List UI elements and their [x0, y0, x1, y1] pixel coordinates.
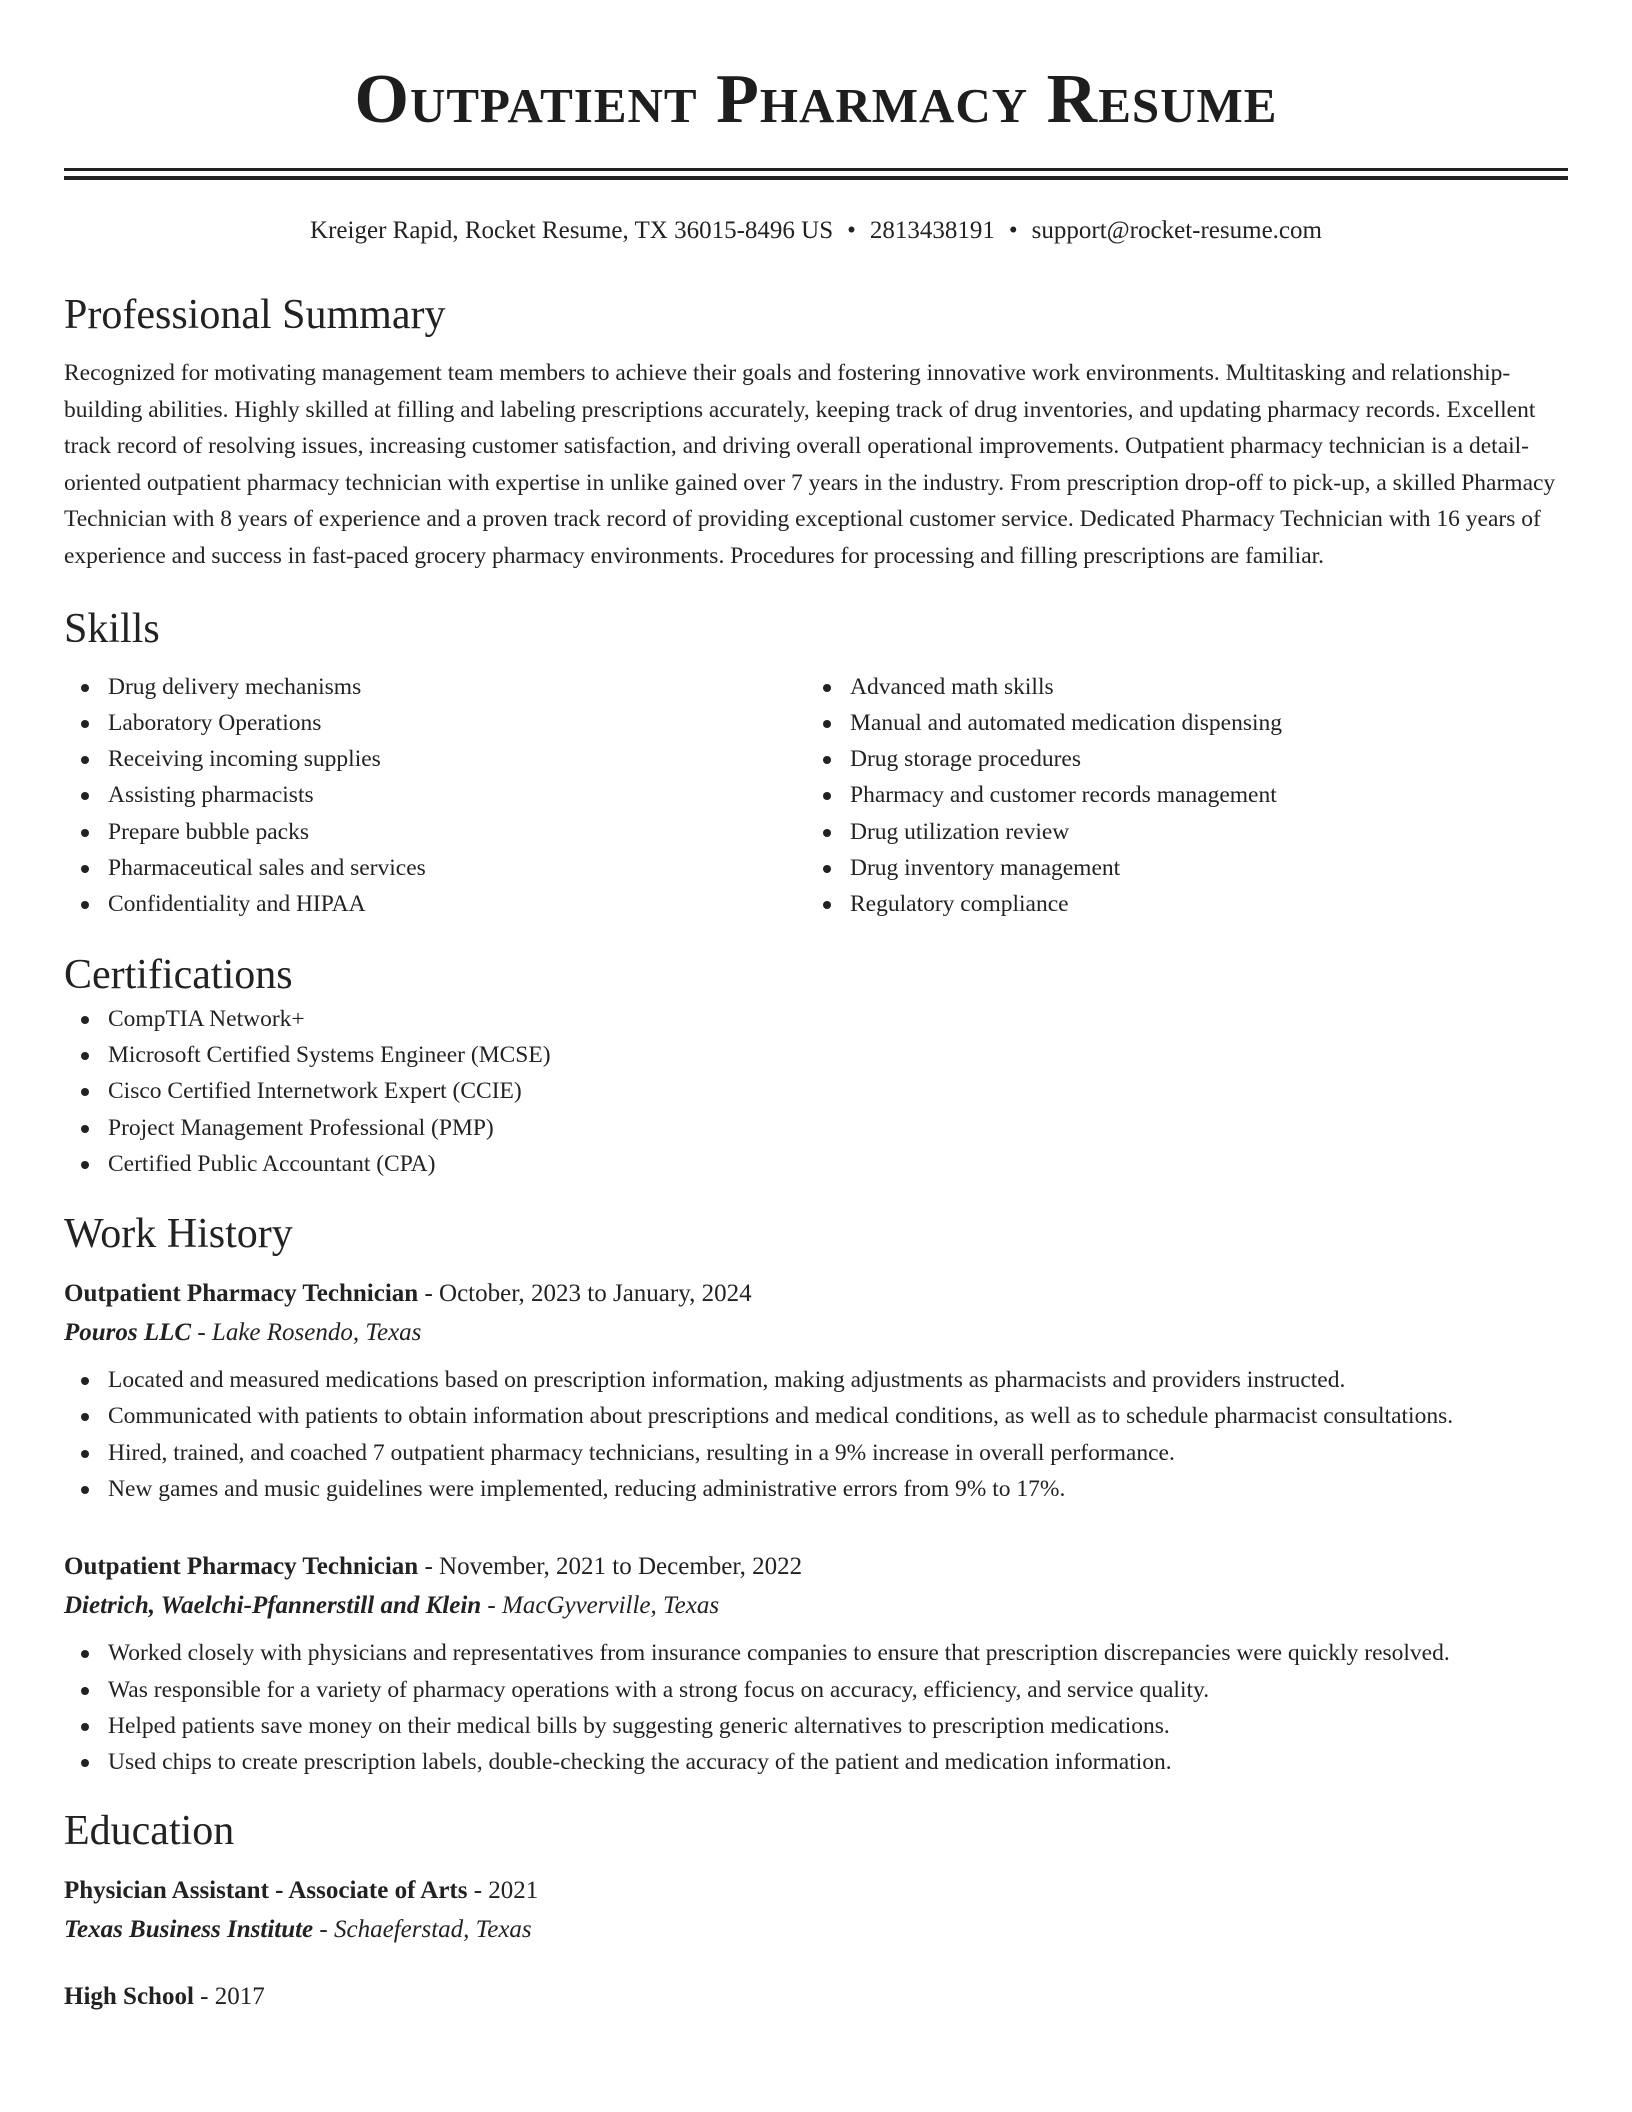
education-year: - 2021 — [467, 1876, 539, 1904]
skills-right-list — [806, 669, 1548, 923]
certification-item: Project Management Professional (PMP) — [64, 1110, 1568, 1146]
job-duty-item: Was responsible for a variety of pharmacy operations with a strong focus on accuracy, efficiency, and service quality. — [64, 1672, 1568, 1708]
certification-item: Microsoft Certified Systems Engineer (MCSE) — [64, 1037, 1568, 1073]
contact-separator: • — [847, 217, 856, 244]
contact-address: Kreiger Rapid, Rocket Resume, TX 36015-8496 US — [310, 217, 834, 244]
job-company: Dietrich, Waelchi-Pfannerstill and Klein — [64, 1592, 482, 1620]
education-school: Texas Business Institute — [64, 1915, 314, 1943]
job-duty-item: New games and music guidelines were implemented, reducing administrative errors from 9% to 17%. — [64, 1471, 1568, 1507]
job-duty-item: Worked closely with physicians and representatives from insurance companies to ensure that prescription discrepancies were quickly resolved. — [64, 1635, 1568, 1671]
certifications-heading: Certifications — [64, 951, 293, 998]
education-entry — [64, 1871, 1568, 1949]
skills-grid — [64, 669, 1568, 923]
education-degree-line — [64, 1871, 1568, 1911]
job-entry — [64, 1274, 1568, 1507]
job-title: Outpatient Pharmacy Technician — [64, 1280, 419, 1308]
skill-item: Drug inventory management — [806, 850, 1548, 886]
job-duty-item: Used chips to create prescription labels, double-checking the accuracy of the patient and medication information. — [64, 1744, 1568, 1780]
skill-item: Regulatory compliance — [806, 886, 1548, 922]
education-degree: Physician Assistant - Associate of Arts — [64, 1876, 468, 1904]
skill-item: Manual and automated medication dispensing — [806, 705, 1548, 741]
skill-item: Pharmacy and customer records management — [806, 777, 1548, 813]
job-company: Pouros LLC — [64, 1319, 192, 1347]
education-location: - Schaeferstad, Texas — [313, 1915, 532, 1943]
skills-left-list — [64, 669, 806, 923]
job-entry — [64, 1547, 1568, 1780]
education-school-line — [64, 1911, 1568, 1949]
skill-item: Prepare bubble packs — [64, 814, 806, 850]
job-company-line — [64, 1314, 1568, 1352]
skill-item: Assisting pharmacists — [64, 777, 806, 813]
job-title: Outpatient Pharmacy Technician — [64, 1553, 419, 1581]
title-divider — [64, 168, 1568, 180]
contact-phone: 2813438191 — [869, 217, 995, 244]
skill-item: Drug storage procedures — [806, 741, 1548, 777]
job-location: - MacGyverville, Texas — [481, 1592, 720, 1620]
certifications-list — [64, 1001, 1568, 1182]
skill-item: Advanced math skills — [806, 669, 1548, 705]
education-heading: Education — [64, 1807, 235, 1854]
contact-email[interactable]: support@rocket-resume.com — [1031, 217, 1322, 244]
job-duty-item: Communicated with patients to obtain information about prescriptions and medical conditions, as well as to schedule pharmacist consultations. — [64, 1398, 1568, 1434]
education-year: - 2017 — [193, 1982, 265, 2010]
certification-item: Certified Public Accountant (CPA) — [64, 1146, 1568, 1182]
skill-item: Drug delivery mechanisms — [64, 669, 806, 705]
job-dates: - October, 2023 to January, 2024 — [418, 1280, 752, 1308]
skill-item: Laboratory Operations — [64, 705, 806, 741]
job-title-line — [64, 1274, 1568, 1314]
summary-text: Recognized for motivating management team members to achieve their goals and fostering innovative work environments. Multitasking and relationship-building abilities. Highly skilled at filling and labeling prescriptions accurately, keeping track of drug inventories, and updating pharmacy records. Excellent track record of resolving issues, increasing customer satisfaction, and driving overall operational improvements. Outpatient pharmacy technician is a detail-oriented outpatient pharmacy technician with expertise in unlike gained over 7 years in the industry. From prescription drop-off to pick-up, a skilled Pharmacy Technician with 8 years of experience and a proven track record of providing exceptional customer service. Dedicated Pharmacy Technician with 16 years of experience and success in fast-paced grocery pharmacy environments. Procedures for processing and filling prescriptions are familiar. — [64, 360, 1556, 569]
skill-item: Confidentiality and HIPAA — [64, 886, 806, 922]
contact-line — [64, 215, 1568, 247]
skill-item: Drug utilization review — [806, 814, 1548, 850]
job-duties-list — [64, 1362, 1568, 1507]
job-location: - Lake Rosendo, Texas — [191, 1319, 422, 1347]
education-entry — [64, 1977, 1568, 2017]
certification-item: CompTIA Network+ — [64, 1001, 1568, 1037]
work-history-heading: Work History — [64, 1211, 293, 1258]
skills-heading: Skills — [64, 605, 160, 652]
summary-heading: Professional Summary — [64, 292, 446, 338]
job-duty-item: Located and measured medications based on prescription information, making adjustments as pharmacists and providers instructed. — [64, 1362, 1568, 1398]
job-duty-item: Hired, trained, and coached 7 outpatient pharmacy technicians, resulting in a 9% increase in overall performance. — [64, 1435, 1568, 1471]
job-duties-list — [64, 1635, 1568, 1780]
skill-item: Pharmaceutical sales and services — [64, 850, 806, 886]
contact-separator: • — [1008, 217, 1018, 244]
education-degree-line — [64, 1977, 1568, 2017]
job-company-line — [64, 1587, 1568, 1625]
job-dates: - November, 2021 to December, 2022 — [418, 1553, 803, 1581]
skill-item: Receiving incoming supplies — [64, 741, 806, 777]
certification-item: Cisco Certified Internetwork Expert (CCIE) — [64, 1073, 1568, 1109]
job-title-line — [64, 1547, 1568, 1587]
job-duty-item: Helped patients save money on their medical bills by suggesting generic alternatives to prescription medications. — [64, 1708, 1568, 1744]
resume-title: Outpatient Pharmacy Resume — [354, 61, 1278, 138]
education-degree: High School — [64, 1982, 194, 2010]
